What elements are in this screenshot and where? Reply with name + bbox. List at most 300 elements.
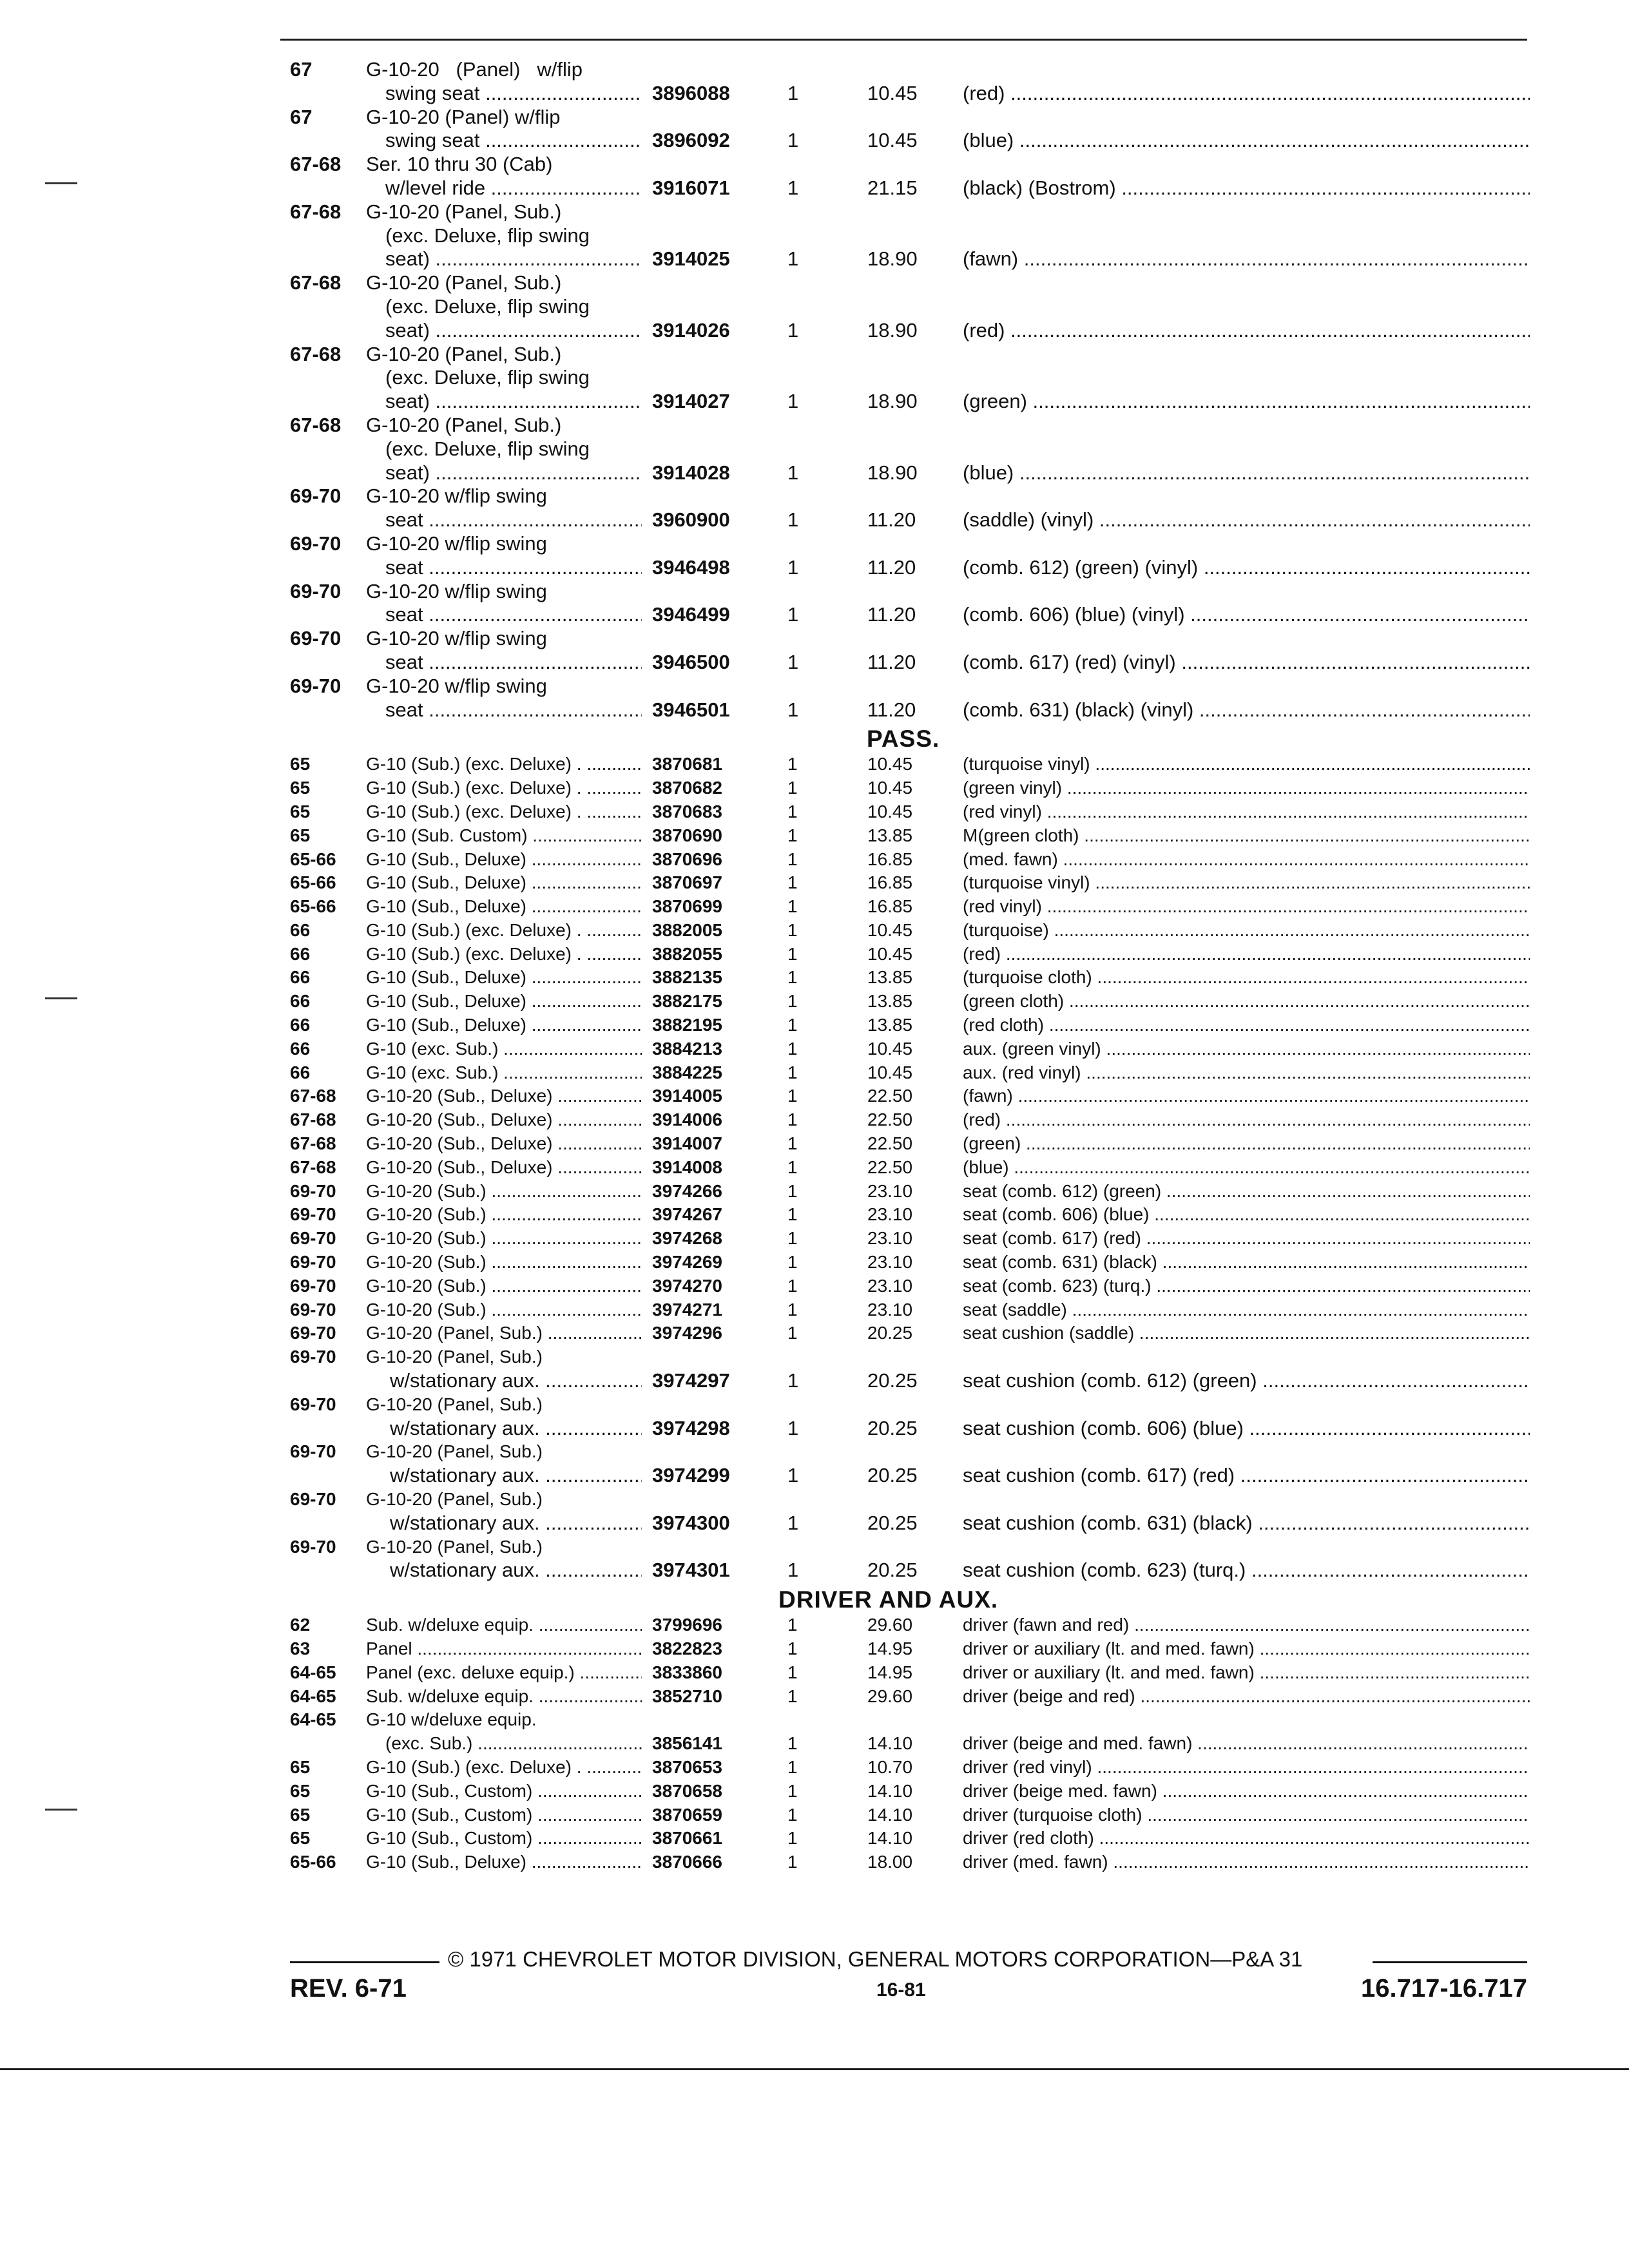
- part-description: seat) .....: [385, 390, 642, 414]
- part-number: 3974269: [652, 1252, 723, 1273]
- table-row: [0, 485, 1629, 508]
- part-number: 3870690: [652, 825, 723, 845]
- model-year: 69-70: [290, 579, 342, 602]
- part-description: (exc. Deluxe, flip swing: [385, 366, 590, 389]
- table-row: [0, 1661, 1629, 1685]
- part-description: w/stationary aux. .....: [390, 1559, 642, 1582]
- quantity: 1: [787, 778, 798, 798]
- model-year: 65: [290, 1804, 311, 1825]
- page-footer: [290, 1946, 1527, 2003]
- price: 23.10: [867, 1252, 913, 1273]
- part-description: seat) .....: [385, 319, 642, 343]
- part-description: G-10-20 (Sub., Deluxe) .....: [366, 1132, 642, 1156]
- table-row: [0, 1203, 1629, 1227]
- part-description: G-10-20 (Panel, Sub.): [366, 271, 562, 294]
- remarks: seat (comb. 617) (red) .....: [963, 1227, 1530, 1251]
- part-number: 3884225: [652, 1062, 723, 1082]
- page-number: 16-81: [876, 1979, 926, 2001]
- price: 10.45: [867, 1062, 913, 1082]
- table-row: [0, 1227, 1629, 1251]
- quantity: 1: [787, 1464, 799, 1487]
- table-row: [0, 1251, 1629, 1274]
- table-row: [0, 895, 1629, 919]
- part-description: G-10-20 (Panel, Sub.): [366, 200, 562, 223]
- table-row: [0, 106, 1629, 130]
- part-number: 3974266: [652, 1180, 723, 1201]
- part-description: swing seat .....: [385, 129, 642, 153]
- model-year: 67-68: [290, 342, 342, 365]
- part-description: (exc. Deluxe, flip swing: [385, 294, 590, 318]
- remarks: (green vinyl) .....: [963, 776, 1530, 800]
- price: 10.45: [867, 778, 913, 798]
- table-row: [0, 556, 1629, 580]
- quantity: 1: [787, 1369, 799, 1392]
- part-number: 3974268: [652, 1228, 723, 1249]
- price: 20.25: [867, 1464, 918, 1487]
- part-description: seat) .....: [385, 247, 642, 271]
- price: 20.25: [867, 1369, 918, 1392]
- model-year: 65: [290, 825, 311, 845]
- model-year: 66: [290, 919, 311, 940]
- quantity: 1: [787, 1511, 799, 1534]
- remarks: (comb. 631) (black) (vinyl) .....: [963, 698, 1530, 722]
- part-description: G-10-20 w/flip swing: [366, 627, 547, 650]
- table-row: [0, 1827, 1629, 1850]
- model-year: 67-68: [290, 1133, 336, 1154]
- quantity: 1: [787, 872, 798, 893]
- part-number: 3870661: [652, 1828, 723, 1849]
- model-year: 62: [290, 1615, 311, 1635]
- price: 16.85: [867, 872, 913, 893]
- table-row: [0, 1756, 1629, 1780]
- price: 23.10: [867, 1204, 913, 1225]
- price: 22.50: [867, 1110, 913, 1130]
- quantity: 1: [787, 698, 799, 721]
- model-year: 67: [290, 105, 313, 128]
- model-year: 65: [290, 1756, 311, 1777]
- section-heading: PASS.: [867, 726, 940, 753]
- table-row: [0, 1708, 1629, 1732]
- part-description: (exc. Sub.) .....: [385, 1732, 642, 1756]
- table-row: [0, 1850, 1629, 1874]
- price: 10.45: [867, 801, 913, 822]
- price: 22.50: [867, 1157, 913, 1177]
- model-year: 69-70: [290, 1252, 336, 1273]
- part-description: Panel .....: [366, 1637, 642, 1661]
- part-description: G-10 (exc. Sub.) .....: [366, 1037, 642, 1061]
- table-row: [0, 1321, 1629, 1345]
- price: 11.20: [867, 555, 916, 579]
- table-row: [0, 1061, 1629, 1085]
- price: 11.20: [867, 698, 916, 721]
- table-row: [0, 343, 1629, 367]
- table-row: [0, 1732, 1629, 1756]
- table-row: [0, 580, 1629, 604]
- table-row: [0, 200, 1629, 224]
- price: 10.45: [867, 919, 913, 940]
- remarks: seat cushion (comb. 617) (red) .....: [963, 1464, 1530, 1488]
- model-year: 69-70: [290, 1275, 336, 1296]
- part-number: 3896092: [652, 129, 730, 152]
- table-row: [0, 848, 1629, 872]
- quantity: 1: [787, 1299, 798, 1320]
- model-year: 69-70: [290, 627, 342, 650]
- part-number: 3882175: [652, 991, 723, 1012]
- part-description: G-10 (Sub., Deluxe) .....: [366, 1014, 642, 1037]
- part-number: 3833860: [652, 1662, 723, 1682]
- remarks: (red) .....: [963, 1108, 1530, 1132]
- remarks: driver (red cloth) .....: [963, 1827, 1530, 1850]
- price: 14.10: [867, 1804, 913, 1825]
- quantity: 1: [787, 1828, 798, 1849]
- part-number: 3870699: [652, 896, 723, 917]
- part-number: 3974271: [652, 1299, 723, 1320]
- table-row: [0, 1535, 1629, 1559]
- table-row: [0, 1488, 1629, 1512]
- section-heading-row: [0, 1582, 1629, 1613]
- part-description: G-10-20 (Panel, Sub.): [366, 413, 562, 436]
- quantity: 1: [787, 318, 799, 341]
- table-row: [0, 1512, 1629, 1535]
- quantity: 1: [787, 1733, 798, 1754]
- model-year: 69-70: [290, 1394, 336, 1414]
- remarks: driver or auxiliary (lt. and med. fawn) .....: [963, 1661, 1530, 1685]
- part-number: 3870666: [652, 1852, 723, 1872]
- quantity: 1: [787, 919, 798, 940]
- quantity: 1: [787, 461, 799, 484]
- model-year: 65-66: [290, 872, 336, 893]
- remarks: driver (med. fawn) .....: [963, 1850, 1530, 1874]
- model-year: 69-70: [290, 532, 342, 555]
- part-description: G-10-20 (Panel, Sub.): [366, 1394, 543, 1414]
- part-description: G-10-20 (Sub., Deluxe) .....: [366, 1108, 642, 1132]
- table-row: [0, 800, 1629, 824]
- remarks: seat (saddle) .....: [963, 1298, 1530, 1322]
- remarks: (fawn) .....: [963, 247, 1530, 271]
- quantity: 1: [787, 943, 798, 964]
- part-number: 3870683: [652, 801, 723, 822]
- part-number: 3946499: [652, 603, 730, 626]
- remarks: seat (comb. 631) (black) .....: [963, 1251, 1530, 1274]
- part-description: G-10 (Sub. Custom) .....: [366, 824, 642, 848]
- part-number: 3870658: [652, 1780, 723, 1801]
- model-year: 66: [290, 943, 311, 964]
- remarks: (black) (Bostrom) .....: [963, 177, 1530, 200]
- part-number: 3852710: [652, 1686, 723, 1706]
- part-description: seat .....: [385, 508, 642, 532]
- model-year: 64-65: [290, 1662, 336, 1682]
- part-description: G-10-20 w/flip swing: [366, 485, 547, 508]
- part-description: G-10-20 (Sub.) .....: [366, 1298, 642, 1322]
- model-year: 69-70: [290, 1299, 336, 1320]
- price: 22.50: [867, 1133, 913, 1154]
- price: 23.10: [867, 1299, 913, 1320]
- part-description: G-10-20 (Sub.) .....: [366, 1274, 642, 1298]
- table-row: [0, 1559, 1629, 1582]
- part-description: seat .....: [385, 603, 642, 627]
- remarks: (turquoise) .....: [963, 919, 1530, 943]
- footer-rule-left: [290, 1961, 439, 1963]
- price: 14.10: [867, 1733, 913, 1754]
- remarks: driver (fawn and red) .....: [963, 1613, 1530, 1637]
- model-year: 66: [290, 967, 311, 988]
- part-description: seat .....: [385, 651, 642, 675]
- table-row: [0, 271, 1629, 295]
- price: 18.90: [867, 247, 918, 271]
- quantity: 1: [787, 1086, 798, 1106]
- table-row: [0, 366, 1629, 390]
- table-row: [0, 1369, 1629, 1393]
- price: 21.15: [867, 176, 918, 199]
- part-description: G-10-20 (Panel, Sub.) .....: [366, 1321, 642, 1345]
- quantity: 1: [787, 81, 799, 104]
- remarks: seat (comb. 623) (turq.) .....: [963, 1274, 1530, 1298]
- remarks: seat cushion (comb. 623) (turq.) .....: [963, 1559, 1530, 1582]
- table-row: [0, 390, 1629, 414]
- copyright-text: © 1971 CHEVROLET MOTOR DIVISION, GENERAL MOTORS CORPORATION—P&A 31: [448, 1947, 1303, 1971]
- price: 18.90: [867, 390, 918, 413]
- quantity: 1: [787, 1662, 798, 1682]
- table-row: [0, 82, 1629, 106]
- price: 23.10: [867, 1275, 913, 1296]
- part-description: G-10 (Sub.) (exc. Deluxe) . .....: [366, 800, 642, 824]
- table-row: [0, 1393, 1629, 1417]
- part-number: 3856141: [652, 1733, 723, 1754]
- model-year: 63: [290, 1639, 311, 1658]
- price: 13.85: [867, 991, 913, 1012]
- price: 16.85: [867, 849, 913, 869]
- part-number: 3914026: [652, 318, 730, 341]
- table-row: [0, 177, 1629, 200]
- price: 16.85: [867, 896, 913, 917]
- price: 14.95: [867, 1639, 913, 1658]
- part-number: 3914028: [652, 461, 730, 484]
- part-number: 3974301: [652, 1559, 730, 1582]
- model-year: 69-70: [290, 485, 342, 508]
- table-row: [0, 1685, 1629, 1709]
- remarks: driver or auxiliary (lt. and med. fawn) .....: [963, 1637, 1530, 1661]
- model-year: 67-68: [290, 271, 342, 294]
- price: 10.45: [867, 754, 913, 774]
- quantity: 1: [787, 1180, 798, 1201]
- part-number: 3870697: [652, 872, 723, 893]
- quantity: 1: [787, 967, 798, 988]
- part-description: Sub. w/deluxe equip. .....: [366, 1613, 642, 1637]
- part-description: G-10-20 (Panel, Sub.): [366, 1536, 543, 1557]
- model-year: 69-70: [290, 1347, 336, 1367]
- revision-label: REV. 6-71: [290, 1974, 407, 2003]
- remarks: (red vinyl) .....: [963, 895, 1530, 919]
- remarks: (red vinyl) .....: [963, 800, 1530, 824]
- model-year: 65-66: [290, 849, 336, 869]
- part-number: 3884213: [652, 1038, 723, 1059]
- remarks: seat cushion (saddle) .....: [963, 1321, 1530, 1345]
- price: 23.10: [867, 1180, 913, 1201]
- table-row: [0, 224, 1629, 248]
- part-description: G-10-20 w/flip swing: [366, 532, 547, 555]
- part-description: Sub. w/deluxe equip. .....: [366, 1685, 642, 1709]
- price: 13.85: [867, 1015, 913, 1035]
- part-description: G-10-20 w/flip swing: [366, 579, 547, 602]
- bottom-rule: [0, 2068, 1629, 2070]
- part-number: 3974296: [652, 1323, 723, 1343]
- table-row: [0, 1274, 1629, 1298]
- group-number: 16.717-16.717: [1360, 1974, 1527, 2003]
- part-number: 3882055: [652, 943, 723, 964]
- quantity: 1: [787, 825, 798, 845]
- part-description: G-10 w/deluxe equip.: [366, 1709, 537, 1730]
- model-year: 67-68: [290, 200, 342, 223]
- part-description: seat .....: [385, 698, 642, 722]
- table-row: [0, 1637, 1629, 1661]
- table-row: [0, 651, 1629, 675]
- price: 23.10: [867, 1228, 913, 1249]
- remarks: seat (comb. 612) (green) .....: [963, 1180, 1530, 1204]
- price: 10.70: [867, 1756, 913, 1777]
- part-number: 3870653: [652, 1756, 723, 1777]
- table-row: [0, 1613, 1629, 1637]
- quantity: 1: [787, 247, 799, 271]
- quantity: 1: [787, 1416, 799, 1439]
- table-row: [0, 871, 1629, 895]
- quantity: 1: [787, 1015, 798, 1035]
- price: 10.45: [867, 81, 918, 104]
- part-number: 3960900: [652, 508, 730, 532]
- table-row: [0, 414, 1629, 437]
- price: 11.20: [867, 508, 916, 532]
- quantity: 1: [787, 1110, 798, 1130]
- part-description: G-10 (Sub.) (exc. Deluxe) . .....: [366, 919, 642, 943]
- part-description: G-10 (Sub., Deluxe) .....: [366, 848, 642, 872]
- part-description: G-10 (Sub.) (exc. Deluxe) . .....: [366, 943, 642, 966]
- quantity: 1: [787, 754, 798, 774]
- table-row: [0, 437, 1629, 461]
- table-row: [0, 1464, 1629, 1488]
- model-year: 64-65: [290, 1709, 336, 1730]
- quantity: 1: [787, 1323, 798, 1343]
- part-description: w/stationary aux. .....: [390, 1417, 642, 1441]
- model-year: 65: [290, 754, 311, 774]
- quantity: 1: [787, 1038, 798, 1059]
- quantity: 1: [787, 390, 799, 413]
- quantity: 1: [787, 1157, 798, 1177]
- table-row: [0, 295, 1629, 319]
- part-description: G-10-20 (Sub., Deluxe) .....: [366, 1156, 642, 1180]
- model-year: 67-68: [290, 1110, 336, 1130]
- part-number: 3870681: [652, 754, 723, 774]
- part-number: 3914008: [652, 1157, 723, 1177]
- part-number: 3916071: [652, 176, 730, 199]
- part-number: 3870659: [652, 1804, 723, 1825]
- part-number: 3974299: [652, 1464, 730, 1487]
- part-description: G-10-20 (Panel, Sub.): [366, 1441, 543, 1462]
- part-number: 3946498: [652, 555, 730, 579]
- quantity: 1: [787, 650, 799, 673]
- remarks: (turquoise vinyl) .....: [963, 753, 1530, 776]
- model-year: 69-70: [290, 1489, 336, 1510]
- quantity: 1: [787, 1756, 798, 1777]
- price: 14.95: [867, 1662, 913, 1682]
- price: 13.85: [867, 825, 913, 845]
- part-number: 3882135: [652, 967, 723, 988]
- remarks: (comb. 612) (green) (vinyl) .....: [963, 556, 1530, 580]
- part-number: 3946501: [652, 698, 730, 721]
- table-row: [0, 1345, 1629, 1369]
- model-year: 67: [290, 58, 313, 81]
- table-row: [0, 943, 1629, 966]
- remarks: (red) .....: [963, 319, 1530, 343]
- part-number: 3914025: [652, 247, 730, 271]
- part-description: G-10 (exc. Sub.) .....: [366, 1061, 642, 1085]
- part-description: G-10-20 (Sub.) .....: [366, 1227, 642, 1251]
- part-description: G-10 (Sub., Custom) .....: [366, 1827, 642, 1850]
- quantity: 1: [787, 1275, 798, 1296]
- remarks: (green) .....: [963, 390, 1530, 414]
- quantity: 1: [787, 1559, 799, 1582]
- part-number: 3882195: [652, 1015, 723, 1035]
- table-row: [0, 532, 1629, 556]
- quantity: 1: [787, 1204, 798, 1225]
- price: 10.45: [867, 943, 913, 964]
- quantity: 1: [787, 1639, 798, 1658]
- remarks: seat (comb. 606) (blue) .....: [963, 1203, 1530, 1227]
- model-year: 69-70: [290, 1228, 336, 1249]
- part-number: 3974270: [652, 1275, 723, 1296]
- table-row: [0, 776, 1629, 800]
- table-row: [0, 1014, 1629, 1037]
- model-year: 65: [290, 1828, 311, 1849]
- table-row: [0, 1780, 1629, 1803]
- quantity: 1: [787, 603, 799, 626]
- model-year: 65-66: [290, 1852, 336, 1872]
- price: 11.20: [867, 650, 916, 673]
- remarks: (fawn) .....: [963, 1084, 1530, 1108]
- part-description: G-10-20 (Panel, Sub.): [366, 1489, 543, 1510]
- table-row: [0, 58, 1629, 82]
- remarks: (med. fawn) .....: [963, 848, 1530, 872]
- table-row: [0, 990, 1629, 1014]
- part-description: G-10 (Sub.) (exc. Deluxe) . .....: [366, 776, 642, 800]
- part-number: 3870682: [652, 778, 723, 798]
- table-row: [0, 1298, 1629, 1322]
- remarks: driver (beige med. fawn) .....: [963, 1780, 1530, 1803]
- model-year: 69-70: [290, 1441, 336, 1462]
- price: 29.60: [867, 1686, 913, 1706]
- quantity: 1: [787, 991, 798, 1012]
- part-description: G-10 (Sub., Custom) .....: [366, 1780, 642, 1803]
- part-description: G-10-20 (Panel) w/flip: [366, 58, 583, 81]
- price: 14.10: [867, 1780, 913, 1801]
- table-row: [0, 129, 1629, 153]
- remarks: M(green cloth) .....: [963, 824, 1530, 848]
- part-number: 3799696: [652, 1615, 723, 1635]
- remarks: aux. (red vinyl) .....: [963, 1061, 1530, 1085]
- model-year: 64-65: [290, 1686, 336, 1706]
- price: 14.10: [867, 1828, 913, 1849]
- table-row: [0, 1803, 1629, 1827]
- price: 20.25: [867, 1323, 913, 1343]
- part-description: seat) .....: [385, 461, 642, 485]
- part-number: 3974300: [652, 1511, 730, 1534]
- price: 13.85: [867, 967, 913, 988]
- top-rule: [280, 39, 1527, 41]
- remarks: (comb. 606) (blue) (vinyl) .....: [963, 603, 1530, 627]
- model-year: 69-70: [290, 1323, 336, 1343]
- model-year: 69-70: [290, 1180, 336, 1201]
- part-description: w/level ride .....: [385, 177, 642, 200]
- model-year: 69-70: [290, 1204, 336, 1225]
- table-row: [0, 919, 1629, 943]
